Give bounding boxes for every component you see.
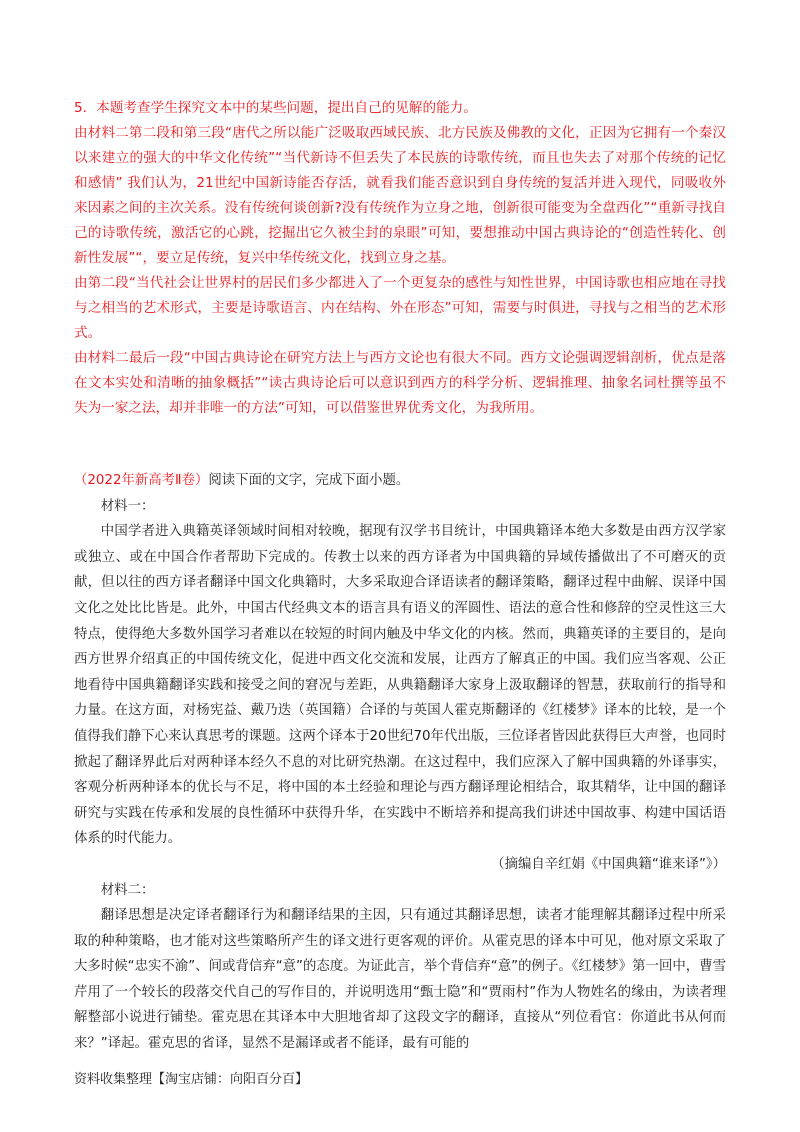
- reading-passage: [74, 468, 726, 1057]
- material-1-source: （摘编自辛红娟《中国典籍“谁来译”》）: [491, 856, 726, 872]
- passage-intro: [74, 468, 726, 494]
- answer-paragraph-3: 由材料二最后一段“中国古典诗论在研究方法上与西方文论也有很大不同。西方文论强调逻辑剖析，优点是落在文本实处和清晰的抽象概括”“读古典诗论后可以意识到西方的科学分析、逻辑推理、抽象名词杜撰等虽不失为一家之法，却并非唯一的方法”可知，可以借鉴世界优秀文化，为我所用。: [74, 350, 726, 416]
- material-2-text: 翻译思想是决定译者翻译行为和翻译结果的主因，只有通过其翻译思想，读者才能理解其翻译过程中所采取的种种策略，也才能对这些策略所产生的译文进行更客观的评价。从霍克思的译本中可见，他对原文采取了大多时候“忠实不渝”、间或背信弃“意”的态度。为证此言，举个背信弃“意”的例子。《红楼梦》第一回中，曹雪芹用了一个较长的段落交代自己的写作目的，并说明选用“甄士隐”和“贾雨村”作为人物姓名的缘由，为读者理解整部小说进行铺垫。霍克思在其译本中大胆地省却了这段文字的翻译，直接从“列位看官：你道此书从何而来？”译起。霍克思的省译，显然不是漏译或者不能译，最有可能的: [74, 908, 726, 1052]
- question-heading: 5．本题考查学生探究文本中的某些问题，提出自己的见解的能力。: [74, 100, 477, 116]
- exam-source-tag: （2022年新高考Ⅱ卷）: [74, 473, 209, 488]
- answer-explanation: [74, 96, 726, 421]
- page-footer: 资料收集整理【淘宝店铺：向阳百分百】: [74, 1072, 309, 1087]
- answer-paragraph-2: 由第二段“当代社会让世界村的居民们多少都进入了一个更复杂的感性与知性世界，中国诗歌也相应地在寻找与之相当的艺术形式，主要是诗歌语言、内在结构、外在形态”可知，需要与时俱进，寻找与之相当的艺术形式。: [74, 275, 726, 341]
- material-2-label: 材料二：: [100, 882, 155, 898]
- passage-instruction: 阅读下面的文字，完成下面小题。: [208, 473, 410, 488]
- material-1-text: 中国学者进入典籍英译领域时间相对较晚，据现有汉学书目统计，中国典籍译本绝大多数是由西方汉学家或独立、或在中国合作者帮助下完成的。传教士以来的西方译者为中国典籍的异域传播做出了不可磨灭的贡献，但以往的西方译者翻译中国文化典籍时，大多采取迎合译语读者的翻译策略，翻译过程中曲解、误译中国文化之处比比皆是。此外，中国古代经典文本的语言具有语义的浑圆性、语法的意合性和修辞的空灵性这三大特点，使得绝大多数外国学习者难以在较短的时间内触及中华文化的内核。然而，典籍英译的主要目的，是向西方世界介绍真正的中国传统文化，促进中西文化交流和发展，让西方了解真正的中国。我们应当客观、公正地看待中国典籍翻译实践和接受之间的窘况与差距，从典籍翻译大家身上汲取翻译的智慧，获取前行的指导和力量。在这方面，对杨宪益、戴乃迭（英国籍）合译的与英国人霍克斯翻译的《红楼梦》译本的比较，是一个值得我们静下心来认真思考的课题。这两个译本于20世纪70年代出版，三位译者皆因此获得巨大声誉，也同时掀起了翻译界此后对两种译本经久不息的对比研究热潮。在这过程中，我们应深入了解中国典籍的外译事实，客观分析两种译本的优长与不足，将中国的本土经验和理论与西方翻译理论相结合，取其精华，让中国的翻译研究与实践在传承和发展的良性循环中获得升华，在实践中不断培养和提高我们讲述中国故事、构建中国话语体系的时代能力。: [74, 524, 726, 847]
- material-1-label: 材料一：: [100, 498, 155, 514]
- answer-paragraph-1: 由材料二第二段和第三段“唐代之所以能广泛吸取西域民族、北方民族及佛教的文化，正因为它拥有一个秦汉以来建立的强大的中华文化传统”“当代新诗不但丢失了本民族的诗歌传统，而且也失去了对那个传统的记忆和感情” 我们认为，21世纪中国新诗能否存活，就看我们能否意识到自身传统的复活并进入现代，同吸收外来因素之间的主次关系。没有传统何谈创新?没有传统作为立身之地，创新很可能变为全盘西化”“重新寻找自己的诗歌传统，激活它的心跳，挖掘出它久被尘封的泉眼”可知，要想推动中国古典诗论的“创造性转化、创新性发展”“，要立足传统，复兴中华传统文化，找到立身之基。: [74, 125, 726, 266]
